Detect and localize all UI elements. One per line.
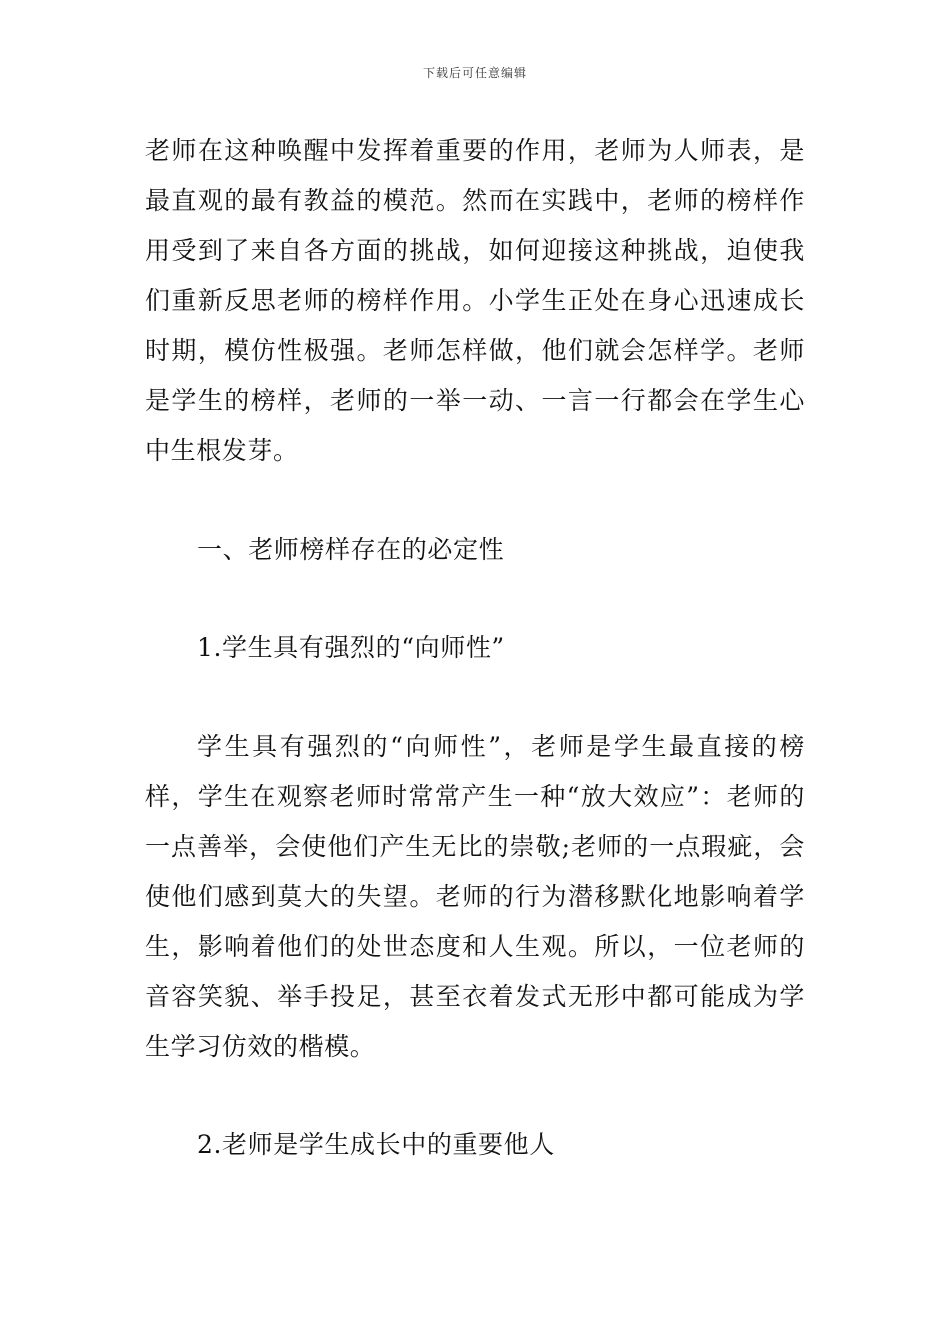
body-paragraph-2: 学生具有强烈的“向师性”，老师是学生最直接的榜样，学生在观察老师时常常产生一种“放大效应”：老师的一点善举，会使他们产生无比的崇敬;老师的一点瑕疵，会使他们感到莫大的失望。老师的行为潜移默化地影响着学生，影响着他们的处世态度和人生观。所以，一位老师的音容笑貌、举手投足，甚至衣着发式无形中都可能成为学生学习仿效的楷模。 <box>145 732 805 1061</box>
subsection-heading-2: 2.老师是学生成长中的重要他人 <box>197 1130 555 1159</box>
section-heading-1: 一、老师榜样存在的必定性 <box>197 535 505 564</box>
subsection-heading-1: 1.学生具有强烈的“向师性” <box>197 633 505 662</box>
header-note: 下载后可任意编辑 <box>422 66 527 80</box>
body-paragraph-1: 老师在这种唤醒中发挥着重要的作用，老师为人师表，是最直观的最有教益的模范。然而在实践中，老师的榜样作用受到了来自各方面的挑战，如何迎接这种挑战，迫使我们重新反思老师的榜样作用。小学生正处在身心迅速成长时期，模仿性极强。老师怎样做，他们就会怎样学。老师是学生的榜样，老师的一举一动、一言一行都会在学生心中生根发芽。 <box>145 136 805 465</box>
